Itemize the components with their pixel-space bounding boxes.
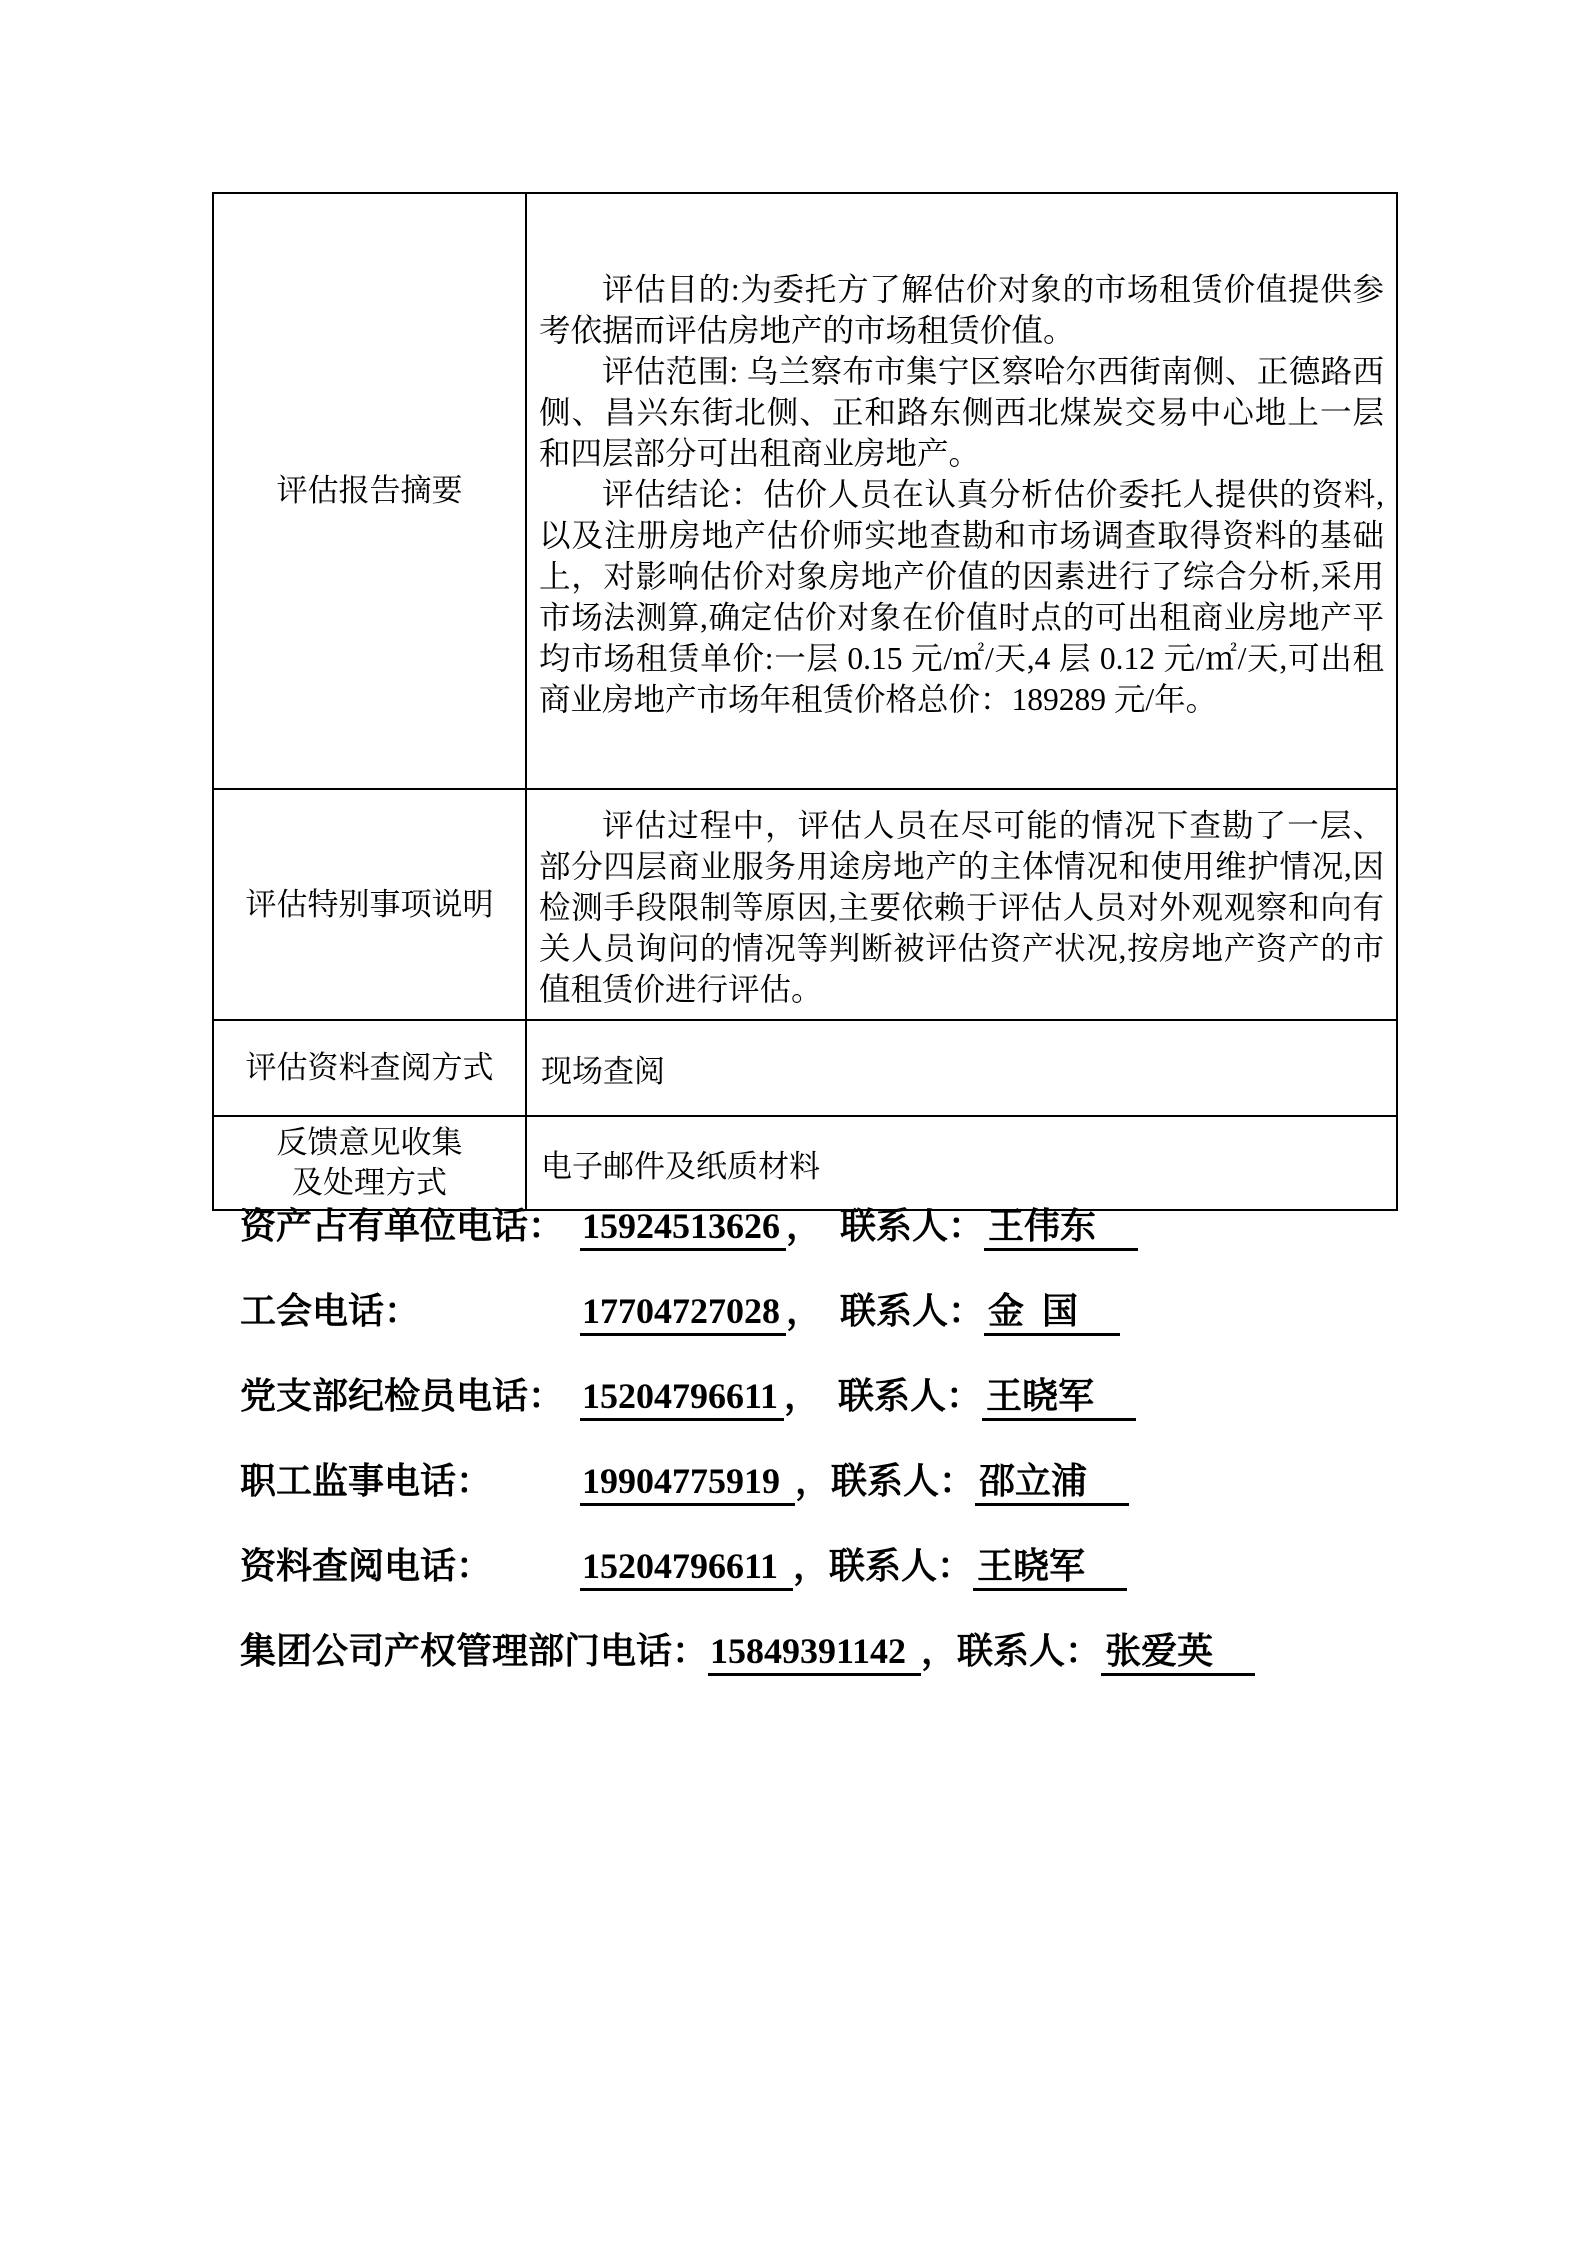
contact-person-label: 联系人： (840, 1291, 985, 1331)
phone-number: 15849391142 (708, 1631, 921, 1676)
table-row (213, 789, 1397, 1020)
separator: ， (786, 1291, 841, 1331)
contact-person-name: 王晓军 (982, 1376, 1136, 1421)
row-value-special-notes (526, 789, 1397, 1020)
contact-line-party-discipline (240, 1368, 1540, 1414)
row-label-review-method (213, 1020, 526, 1116)
phone-number: 15924513626 (580, 1206, 786, 1251)
table-row (213, 193, 1397, 789)
row-value-review-method (526, 1020, 1397, 1116)
separator: ， (795, 1461, 832, 1501)
contact-list (240, 1198, 1540, 1708)
contact-line-union (240, 1283, 1540, 1329)
feedback-method-value: 电子邮件及纸质材料 (541, 1149, 820, 1184)
table-row (213, 1020, 1397, 1116)
row-label-special-notes (213, 789, 526, 1020)
row-label-text: 评估特别事项说明 (245, 886, 494, 922)
separator: ， (786, 1206, 841, 1246)
contact-person-label: 联系人： (829, 1546, 974, 1586)
phone-number: 19904775919 (580, 1461, 795, 1506)
phone-number: 15204796611 (580, 1546, 793, 1591)
contact-person-name: 邵立浦 (975, 1461, 1129, 1506)
contact-line-employee-supervisor (240, 1453, 1540, 1499)
row-value-feedback-method (526, 1116, 1397, 1210)
contact-label: 党支部纪检员电话： (240, 1376, 565, 1416)
contact-label: 职工监事电话： (240, 1461, 493, 1501)
contact-line-material-review (240, 1538, 1540, 1584)
contact-person-label: 联系人： (840, 1206, 985, 1246)
contact-person-label: 联系人： (831, 1461, 976, 1501)
contact-person-label: 联系人： (957, 1631, 1102, 1671)
row-label-text: 评估报告摘要 (276, 473, 463, 508)
table-row (213, 1116, 1397, 1210)
paragraph-special-notes: 评估过程中，评估人员在尽可能的情况下查勘了一层、部分四层商业服务用途房地产的主体情况和使用维护情况,因检测手段限制等原因,主要依赖于评估人员对外观观察和向有关人员询问的情况等判断被评估资产状况,按房地产资产的市值租赁价进行评估。 (539, 808, 1384, 1007)
row-label-line-2: 及处理方式 (292, 1165, 447, 1200)
separator: ， (793, 1546, 830, 1586)
row-label-feedback-method (213, 1116, 526, 1210)
contact-line-group-property-dept (240, 1623, 1540, 1669)
appraisal-summary-table (212, 192, 1398, 1211)
separator: ， (921, 1631, 958, 1671)
contact-label: 工会电话： (240, 1291, 421, 1331)
paragraph-appraisal-purpose: 评估目的:为委托方了解估价对象的市场租赁价值提供参考依据而评估房地产的市场租赁价值。 (539, 271, 1384, 348)
separator: ， (784, 1376, 839, 1416)
row-label-text: 评估资料查阅方式 (245, 1050, 494, 1085)
contact-person-name: 金 国 (984, 1291, 1120, 1336)
paragraph-appraisal-scope: 评估范围: 乌兰察布市集宁区察哈尔西街南侧、正德路西侧、昌兴东街北侧、正和路东侧西北煤炭交易中心地上一层和四层部分可出租商业房地产。 (539, 353, 1384, 471)
row-label-report-summary (213, 193, 526, 789)
row-value-report-summary (526, 193, 1397, 789)
contact-person-label: 联系人： (838, 1376, 983, 1416)
review-method-value: 现场查阅 (541, 1054, 665, 1089)
phone-number: 17704727028 (580, 1291, 786, 1336)
paragraph-appraisal-conclusion: 评估结论：估价人员在认真分析估价委托人提供的资料,以及注册房地产估价师实地查勘和市场调查取得资料的基础上，对影响估价对象房地产价值的因素进行了综合分析,采用市场法测算,确定估价对象在价值时点的可出租商业房地产平均市场租赁单价:一层 0.15 元/㎡/天,4 层 0.12 元/㎡/天,可出租商业房地产市场年租赁价格总价：189289 元/年。 (539, 476, 1384, 717)
contact-label: 资产占有单位电话： (240, 1206, 565, 1246)
contact-person-name: 张爱英 (1101, 1631, 1255, 1676)
contact-label: 集团公司产权管理部门电话： (240, 1631, 709, 1671)
contact-label: 资料查阅电话： (240, 1546, 493, 1586)
contact-line-asset-holder (240, 1198, 1540, 1244)
row-label-line-1: 反馈意见收集 (276, 1125, 463, 1160)
phone-number: 15204796611 (580, 1376, 784, 1421)
contact-person-name: 王晓军 (973, 1546, 1127, 1591)
contact-person-name: 王伟东 (984, 1206, 1138, 1251)
